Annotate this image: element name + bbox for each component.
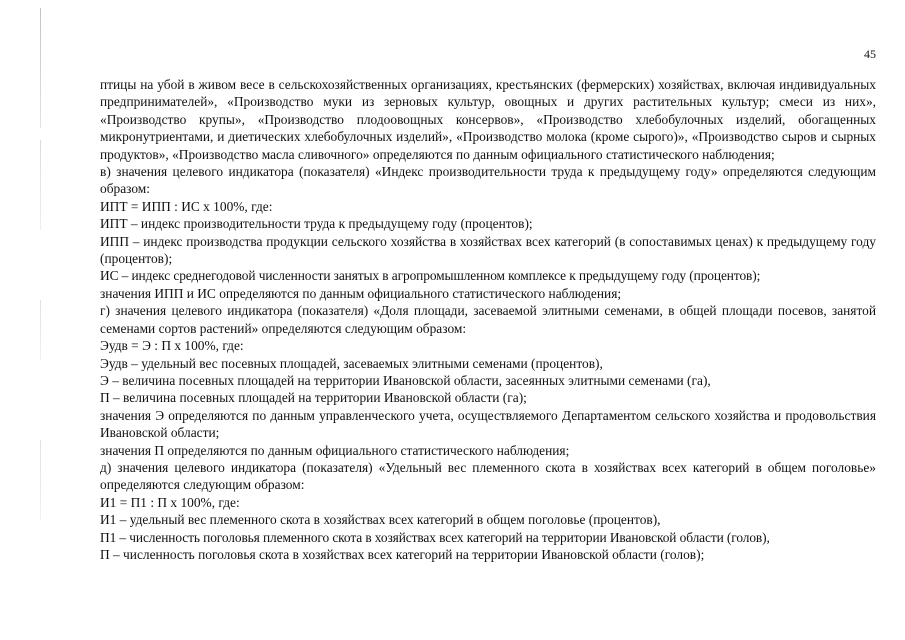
scan-edge-mark <box>40 300 41 360</box>
definition-e: Э – величина посевных площадей на территории Ивановской области, засеянных элитными семенами (га), <box>100 372 711 388</box>
definition-i1: И1 – удельный вес племенного скота в хозяйствах всех категорий в общем поголовье (процентов), <box>100 512 661 528</box>
scan-edge-mark <box>40 140 41 230</box>
definition-ipp: ИПП – индекс производства продукции сельского хозяйства в хозяйствах всех категорий (в сопоставимых ценах) к предыдущему году (процентов); <box>100 233 876 267</box>
document-body <box>100 76 876 563</box>
definition-p-livestock: П – численность поголовья скота в хозяйствах всех категорий на территории Ивановской области (голов); <box>100 546 705 562</box>
definition-p1: П1 – численность поголовья племенного скота в хозяйствах всех категорий на территории Ивановской области (голов), <box>100 529 770 545</box>
formula-ipt: ИПТ = ИПП : ИС x 100%, где: <box>100 198 273 214</box>
paragraph-item-v: в) значения целевого индикатора (показателя) «Индекс производительности труда к предыдущему году» определяются следующим образом: <box>100 164 876 197</box>
definition-is: ИС – индекс среднегодовой численности занятых в агропромышленном комплексе к предыдущему году (процентов); <box>100 268 761 284</box>
definition-p-area: П – величина посевных площадей на территории Ивановской области (га); <box>100 390 527 406</box>
paragraph-ipp-is-source: значения ИПП и ИС определяются по данным официального статистического наблюдения; <box>100 285 622 301</box>
paragraph-continuation: птицы на убой в живом весе в сельскохозяйственных организациях, крестьянских (фермерских) хозяйствах, включая индивидуальных предпринимателей», «Производство муки из зерновых культур, овощных и других растительных культур; смеси из них», «Производство крупы», «Производство плодоовощных консервов», «Производство хлебобулочных изделий, обогащенных микронутриентами, и диетических хлебобулочных изделий», «Производство молока (кроме сырого)», «Производство сыров и сырных продуктов», «Производство масла сливочного» определяются по данным официального статистического наблюдения; <box>100 77 876 162</box>
paragraph-e-source: значения Э определяются по данным управленческого учета, осуществляемого Департаментом сельского хозяйства и продовольствия Ивановской области; <box>100 407 876 441</box>
paragraph-item-d: д) значения целевого индикатора (показателя) «Удельный вес племенного скота в хозяйствах всех категорий в общем поголовье» определяются следующим образом: <box>100 459 876 493</box>
scan-edge-mark <box>40 440 41 520</box>
definition-ipt: ИПТ – индекс производительности труда к предыдущему году (процентов); <box>100 216 533 232</box>
formula-eudv: Эудв = Э : П x 100%, где: <box>100 338 244 354</box>
page-number: 45 <box>864 47 876 61</box>
formula-i1: И1 = П1 : П x 100%, где: <box>100 494 240 510</box>
paragraph-p-source: значения П определяются по данным официального статистического наблюдения; <box>100 442 570 458</box>
definition-eudv: Эудв – удельный вес посевных площадей, засеваемых элитными семенами (процентов), <box>100 355 603 371</box>
paragraph-item-g: г) значения целевого индикатора (показателя) «Доля площади, засеваемой элитными семенами, в общей площади посевов, занятой семенами сортов растений» определяются следующим образом: <box>100 303 876 336</box>
scan-edge-mark <box>40 8 41 128</box>
